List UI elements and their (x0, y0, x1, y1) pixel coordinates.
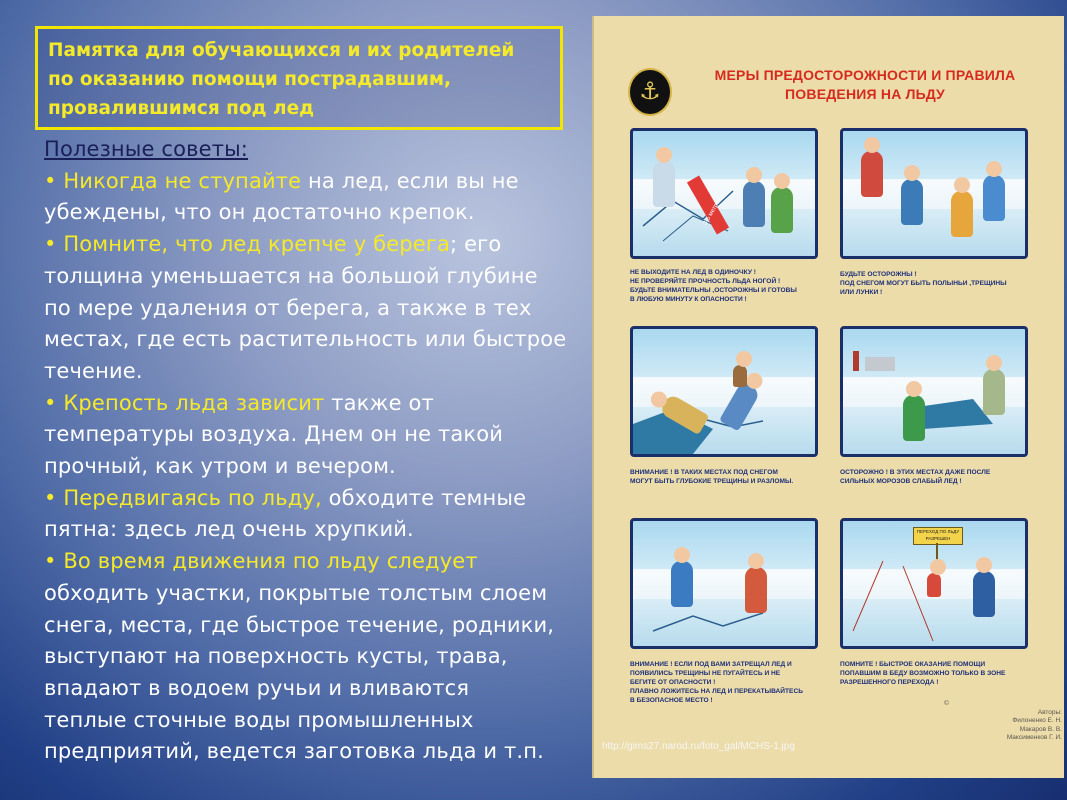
tip-line: течение. (44, 358, 143, 383)
tips-text (44, 134, 584, 768)
tip-line: обходить участки, покрытые толстым слоем (44, 580, 548, 605)
illustration-panel (630, 326, 818, 457)
tip-line: • Передвигаясь по льду, обходите темные (44, 485, 527, 510)
poster-caption: БУДЬТЕ ОСТОРОЖНЫ ! ПОД СНЕГОМ МОГУТ БЫТЬ ПОЛЫНЬИ ,ТРЕЩИНЫ ИЛИ ЛУНКИ ! (840, 271, 1007, 296)
tip-line: пятна: здесь лед очень хрупкий. (44, 517, 414, 542)
memo-title-line: по оказанию помощи пострадавшим, (48, 69, 452, 90)
poster-credits: © Авторы: Филоненко Е. Н. Макаров В. В. Максименков Г. И. (944, 700, 1062, 741)
illustration-panel (840, 518, 1028, 649)
poster-title: МЕРЫ ПРЕДОСТОРОЖНОСТИ И ПРАВИЛА ПОВЕДЕНИЯ НА ЛЬДУ (714, 67, 1016, 102)
tip-line: • Крепость льда зависит также от (44, 390, 434, 415)
poster-caption: ВНИМАНИЕ ! ЕСЛИ ПОД ВАМИ ЗАТРЕЩАЛ ЛЕД И ПОЯВИЛИСЬ ТРЕЩИНЫ НЕ ПУГАЙТЕСЬ И НЕ БЕГИТЕ ОТ ОПАСНОСТИ ! ПЛАВНО ЛОЖИТЕСЬ НА ЛЕД И ПЕРЕКАТЫВАЙТЕСЬ В БЕЗОПАСНОЕ МЕСТО ! (630, 661, 803, 704)
distance-label: 3-5 метров (702, 197, 723, 227)
poster-caption: ВНИМАНИЕ ! В ТАКИХ МЕСТАХ ПОД СНЕГОМ МОГУТ БЫТЬ ГЛУБОКИЕ ТРЕЩИНЫ И РАЗЛОМЫ. (630, 469, 794, 485)
illustration-panel (840, 128, 1028, 259)
illustration-panel (840, 326, 1028, 457)
tip-line: снега, места, где быстрое течение, родники, (44, 612, 555, 637)
tip-line: толщина уменьшается на большой глубине (44, 263, 538, 288)
illustration-panel (630, 518, 818, 649)
poster-caption: ПОМНИТЕ ! БЫСТРОЕ ОКАЗАНИЕ ПОМОЩИ ПОПАВШИМ В БЕДУ ВОЗМОЖНО ТОЛЬКО В ЗОНЕ РАЗРЕШЕННОГО ПЕРЕХОДА ! (840, 661, 1006, 686)
tip-line: • Помните, что лед крепче у берега; его (44, 232, 502, 257)
tip-line: выступают на поверхность кусты, трава, (44, 644, 508, 669)
tip-line: прочный, как утром и вечером. (44, 454, 396, 479)
memo-title-line: провалившимся под лед (48, 98, 315, 119)
tip-line: • Во время движения по льду следует (44, 549, 478, 574)
tip-line: местах, где есть растительность или быстрое (44, 327, 567, 352)
safety-poster (592, 16, 1064, 778)
image-source-link[interactable]: http://gims27.narod.ru/foto_gal/MCHS-1.jpg (602, 741, 795, 752)
crossing-sign: ПЕРЕХОД ПО ЛЬДУ РАЗРЕШЕН (913, 527, 963, 545)
memo-title-box (35, 26, 563, 130)
tip-line: • Никогда не ступайте на лед, если вы не (44, 168, 519, 193)
memo-title-line: Памятка для обучающихся и их родителей (48, 40, 515, 61)
tip-line: убеждены, что он достаточно крепок. (44, 200, 475, 225)
tip-line: впадают в водоем ручьи и вливаются (44, 675, 470, 700)
tip-line: температуры воздуха. Днем он не такой (44, 422, 504, 447)
rescue-emblem-icon: ⚓ (628, 68, 672, 116)
illustration-panel (630, 128, 818, 259)
poster-caption: НЕ ВЫХОДИТЕ НА ЛЕД В ОДИНОЧКУ ! НЕ ПРОВЕРЯЙТЕ ПРОЧНОСТЬ ЛЬДА НОГОЙ ! БУДЬТЕ ВНИМАТЕЛЬНЫ ,ОСТОРОЖНЫ И ГОТОВЫ В ЛЮБУЮ МИНУТУ К ОПАСНОСТИ ! (630, 269, 797, 303)
poster-caption: ОСТОРОЖНО ! В ЭТИХ МЕСТАХ ДАЖЕ ПОСЛЕ СИЛЬНЫХ МОРОЗОВ СЛАБЫЙ ЛЕД ! (840, 469, 991, 485)
tips-heading[interactable]: Полезные советы: (44, 137, 249, 161)
tip-line: по мере удаления от берега, а также в тех (44, 295, 532, 320)
tip-line: теплые сточные воды промышленных (44, 707, 474, 732)
tip-line: предприятий, ведется заготовка льда и т.п. (44, 739, 544, 764)
